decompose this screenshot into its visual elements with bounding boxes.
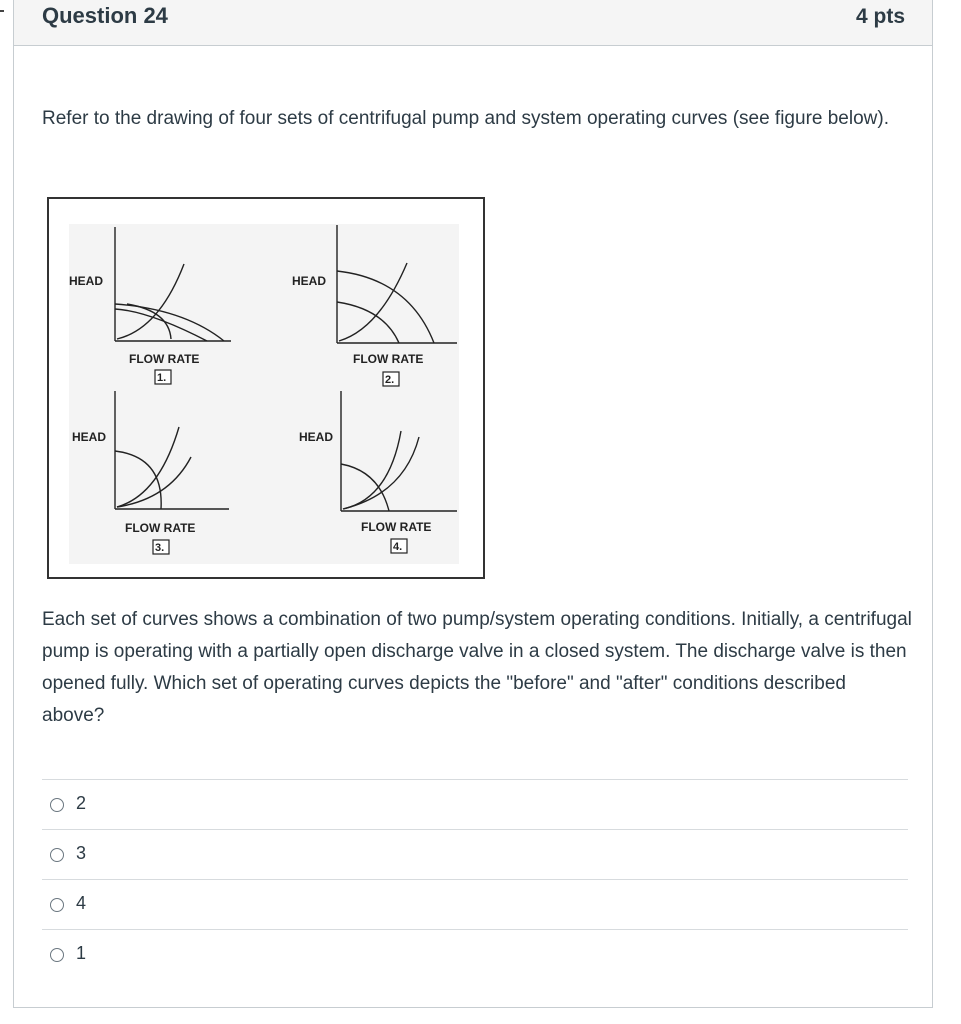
answer-option-2[interactable] (42, 779, 908, 829)
answer-label[interactable]: 3 (76, 843, 87, 863)
question-intro: Refer to the drawing of four sets of centrifugal pump and system operating curves (see figure below). (42, 108, 889, 129)
question-points: 4 pts (855, 5, 905, 28)
panel-3-number: 3. (155, 542, 165, 554)
panel-3-y-label: HEAD (72, 430, 107, 444)
question-card (13, 0, 933, 1008)
panel-2-number: 2. (385, 374, 395, 386)
answer-list (42, 779, 908, 979)
radio-button[interactable] (50, 848, 64, 862)
radio-button[interactable] (50, 798, 64, 812)
answer-option-3[interactable] (42, 829, 908, 879)
panel-2-y-label: HEAD (292, 274, 327, 288)
panel-1-y-label: HEAD (69, 274, 104, 288)
radio-button[interactable] (50, 948, 64, 962)
answer-label[interactable]: 2 (76, 793, 87, 813)
question-prompt: Each set of curves shows a combination of two pump/system operating conditions. Initially, a centrifugal pump is operating with a partially open discharge valve in a closed system. The discharge valve is then opened fully. Which set of operating curves depicts the "before" and "after" conditions described above? (42, 609, 912, 726)
panel-2-x-label: FLOW RATE (353, 352, 424, 366)
panel-4-x-label: FLOW RATE (361, 520, 432, 534)
panel-4-y-label: HEAD (299, 430, 334, 444)
panel-1-x-label: FLOW RATE (129, 352, 200, 366)
panel-1-number: 1. (157, 372, 167, 384)
radio-button[interactable] (50, 898, 64, 912)
left-edge-mark (0, 10, 4, 12)
question-header (14, 0, 932, 46)
panel-4-number: 4. (393, 541, 403, 553)
panel-3-x-label: FLOW RATE (125, 521, 196, 535)
answer-label[interactable]: 1 (76, 943, 87, 963)
figure-background (69, 224, 459, 564)
question-title: Question 24 (42, 3, 168, 28)
answer-label[interactable]: 4 (76, 893, 87, 913)
answer-option-4[interactable] (42, 879, 908, 929)
pump-curves-figure (47, 197, 485, 579)
answer-option-1[interactable] (42, 929, 908, 979)
pump-curves-drawing (49, 199, 483, 577)
